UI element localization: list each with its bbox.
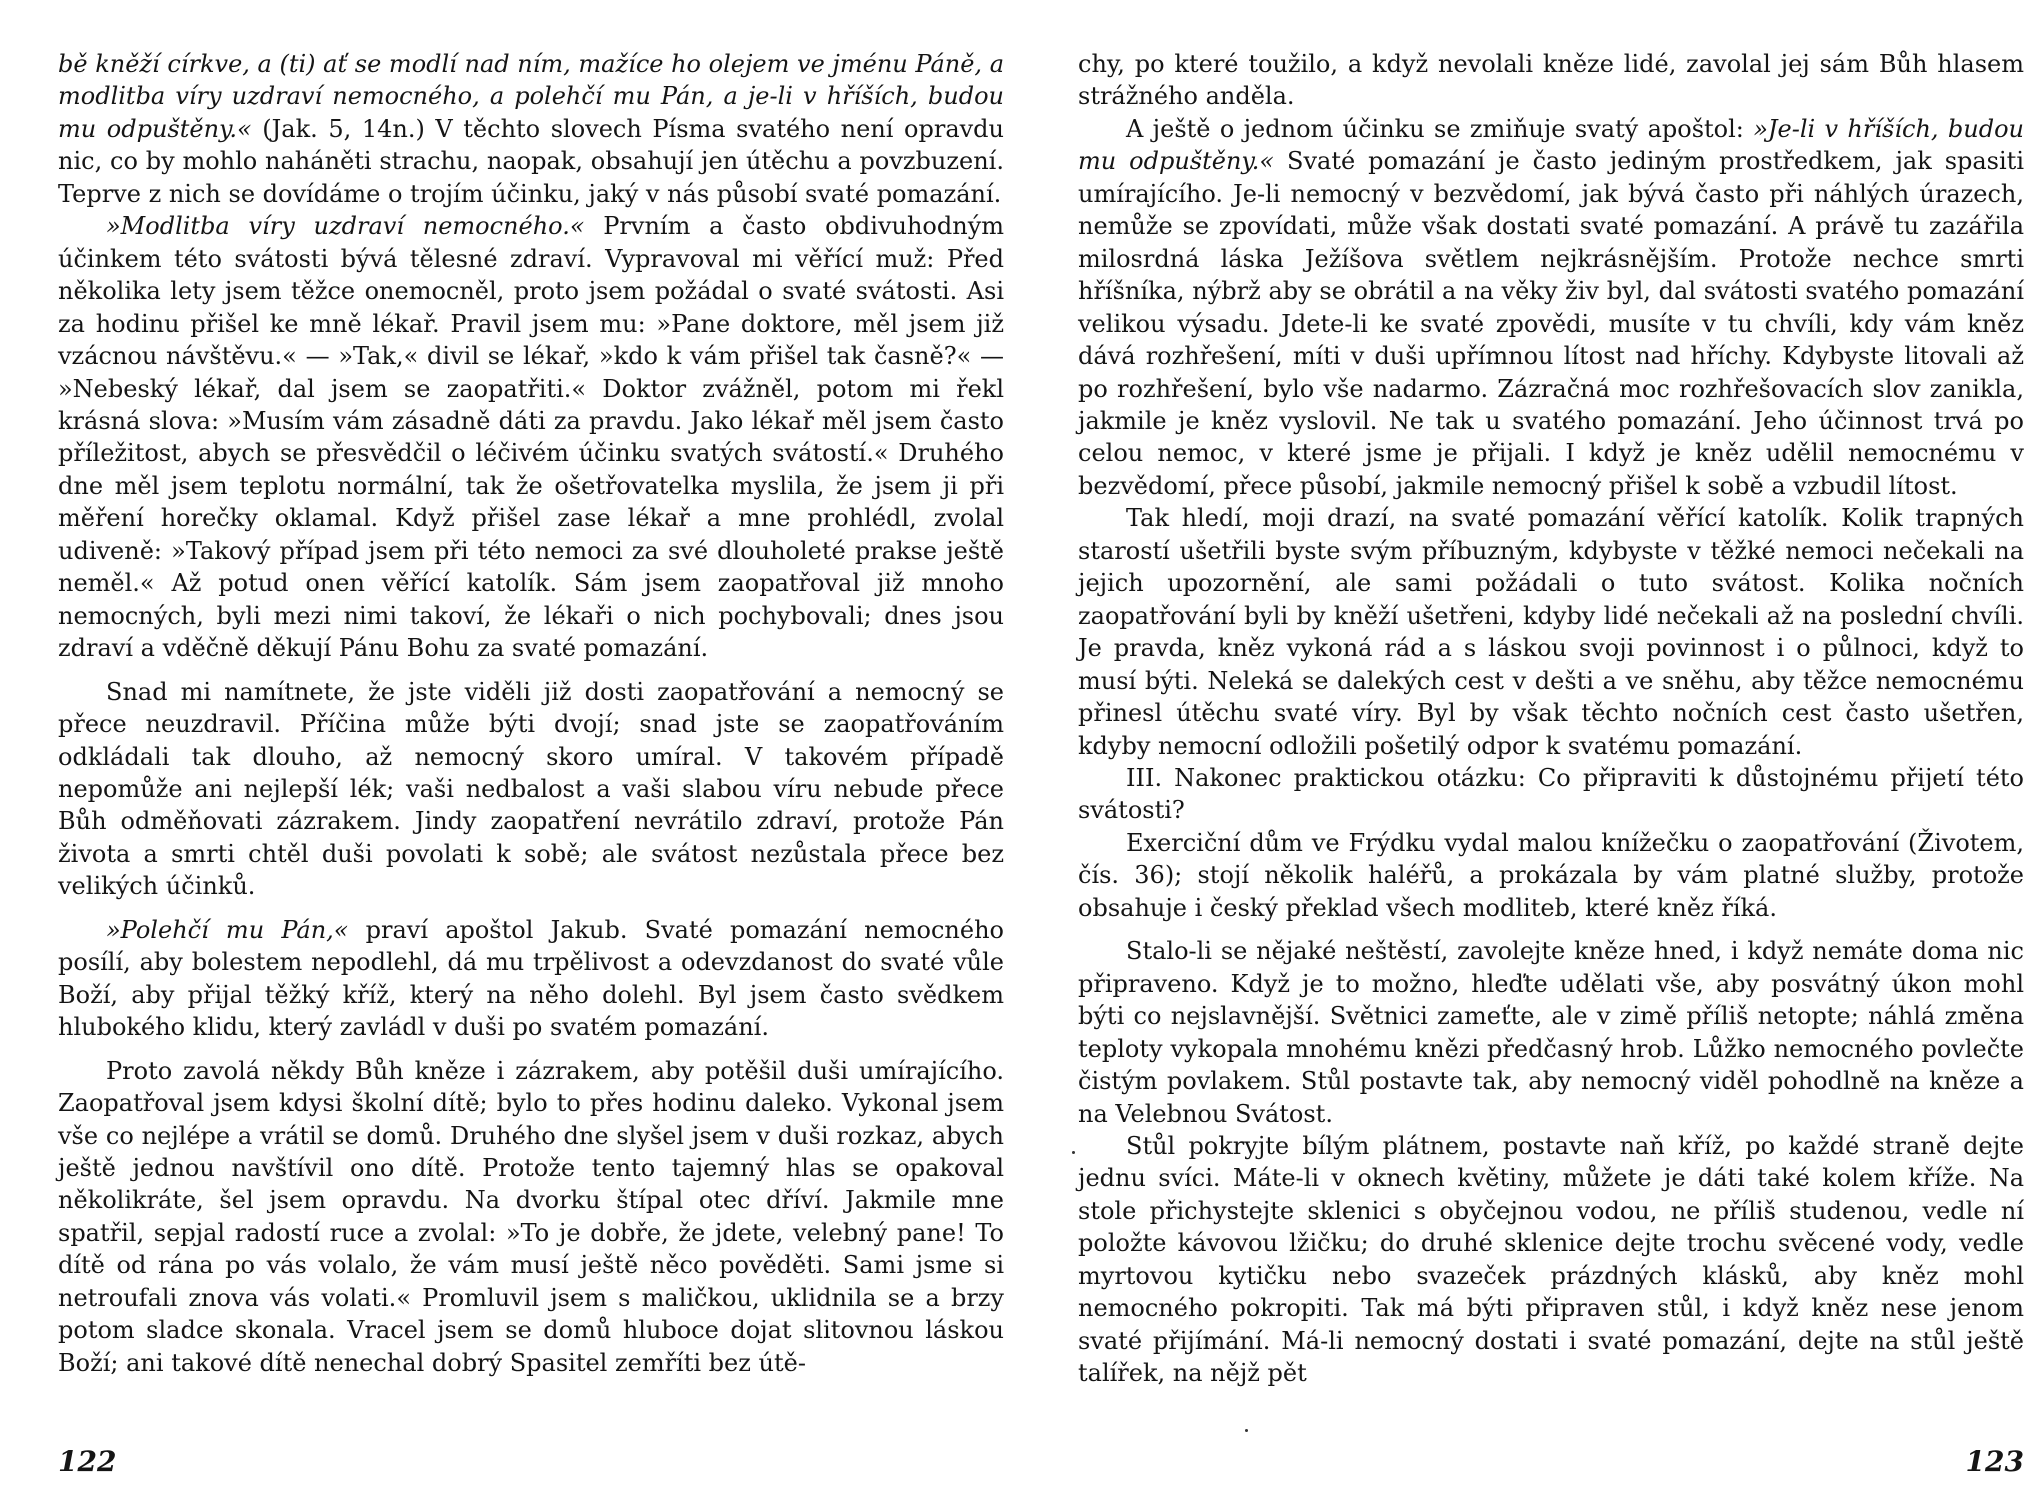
text-run: Stalo-li se nějaké neštěstí, zavolejte kněze hned, i když nemáte doma nic připraveno. Když je to možno, hleďte udělati vše, aby posvátný úkon mohl býti co nejslavnější. Světnici zameťte, ale v zimě příliš netopte; náhlá změna teploty vykopala mnohému knězi předčasný hrob. Lůžko nemocného povlečte čistým povlakem. Stůl postavte tak, aby nemocný viděl pohodlně na kněze a na Velebnou Svátost.	[1078, 937, 2024, 1128]
paragraph	[1078, 935, 2024, 1130]
text-run: chy, po které toužilo, a když nevolali kněze lidé, zavolal jej sám Bůh hlasem strážného anděla.	[1078, 50, 2024, 111]
paragraph	[58, 914, 1004, 1044]
text-run: A ještě o jednom účinku se zmiňuje svatý apoštol:	[1126, 114, 1754, 143]
text-run: Proto zavolá někdy Bůh kněze i zázrakem, aby potěšil duši umírajícího. Zaopatřoval jsem kdysi školní dítě; bylo to přes hodinu daleko. Vykonal jsem vše co nejlépe a vrátil se domů. Druhého dne slyšel jsem v duši rozkaz, abych ještě jednou navštívil ono dítě. Protože tento tajemný hlas se opakoval několikráte, šel jsem opravdu. Na dvorku štípal otec dříví. Jakmile mne spatřil, sepjal radostí ruce a zvolal: »To je dobře, že jdete, velebný pane! To dítě od rána po vás volalo, že vám musí ještě něco pověděti. Sami jsme si netroufali znova vás volati.« Promluvil jsem s maličkou, uklidnila se a brzy potom sladce skonala. Vracel jsem se domů hluboce dojat slitovnou láskou Boží; ani takové dítě nenechal dobrý Spasitel zemříti bez útě-	[58, 1056, 1004, 1377]
paragraph	[1078, 48, 2024, 113]
right-page	[1078, 48, 2024, 1478]
italic-quote: bě kněží církve, a (ti) ať se modlí nad ním, mažíce ho olejem ve jménu Páně, a modlitba víry uzdraví nemocného, a polehčí mu Pán, a je-li v hříších, budou mu odpuštěny.«	[58, 50, 1004, 143]
print-speck	[1245, 1429, 1248, 1432]
paragraph	[1078, 113, 2024, 502]
paragraph	[58, 676, 1004, 903]
paragraph	[1078, 502, 2024, 762]
right-page-text	[1078, 48, 2024, 1390]
paragraph	[1078, 827, 2024, 924]
text-run: praví apoštol Jakub. Svaté pomazání nemocného posílí, aby bolestem nepodlehl, dá mu trpělivost a odevzdanost do svaté vůle Boží, aby přijal těžký kříž, který na něho dolehl. Byl jsem často svědkem hlubokého klidu, který zavládl v duši po svatém pomazání.	[58, 915, 1004, 1042]
left-page-text	[58, 48, 1004, 1379]
print-speck	[1072, 1151, 1075, 1154]
paragraph	[58, 48, 1004, 210]
text-run: Prvním a často obdivuhodným účinkem této svátosti bývá tělesné zdraví. Vypravoval mi věřící muž: Před několika lety jsem těžce onemocněl, proto jsem požádal o svaté svátosti. Asi za hodinu přišel ke mně lékař. Pravil jsem mu: »Pane doktore, měl jsem již vzácnou návštěvu.« — »Tak,« divil se lékař, »kdo k vám přišel tak časně?« — »Nebeský lékař, dal jsem se zaopatřiti.« Doktor zvážněl, potom mi řekl krásná slova: »Musím vám zásadně dáti za pravdu. Jako lékař měl jsem často příležitost, abych se přesvědčil o léčivém účinku svatých svátostí.« Druhého dne měl jsem teplotu normální, tak že ošetřovatelka myslila, že jsem ji při měření horečky oklamal. Když přišel zase lékař a mne prohlédl, zvolal udiveně: »Takový případ jsem při této nemoci za své dlouholeté prakse ještě neměl.« Až potud onen věřící katolík. Sám jsem zaopatřoval již mnoho nemocných, byli mezi nimi takoví, že lékaři o nich pochybovali; dnes jsou zdraví a vděčně děkují Pánu Bohu za svaté pomazání.	[58, 212, 1005, 663]
text-run: (Jak. 5, 14n.) V těchto slovech Písma svatého není opravdu nic, co by mohlo naháněti strachu, naopak, obsahují jen útěchu a povzbuzení. Teprve z nich se dovídáme o trojím účinku, jaký v nás působí svaté pomazání.	[58, 114, 1005, 208]
paragraph	[1078, 762, 2024, 827]
paragraph	[58, 210, 1004, 664]
paragraph	[1078, 1130, 2024, 1390]
italic-quote: »Modlitba víry uzdraví nemocného.«	[106, 212, 585, 241]
text-run: Stůl pokryjte bílým plátnem, postavte naň kříž, po každé straně dejte jednu svíci. Máte-li v oknech květiny, můžete je dáti také kolem kříže. Na stole přichystejte sklenici s obyčejnou vodou, ne příliš studenou, vedle ní položte kávovou lžičku; do druhé sklenice dejte trochu svěcené vody, vedle myrtovou kytičku nebo svazeček prázdných klásků, aby kněz mohl nemocného pokropiti. Tak má býti připraven stůl, i když kněz nese jenom svaté přijímání. Má-li nemocný dostati i svaté pomazání, dejte na stůl ještě talířek, na nějž pět	[1078, 1131, 2024, 1388]
text-run: Tak hledí, moji drazí, na svaté pomazání věřící katolík. Kolik trapných starostí ušetřili byste svým příbuzným, kdybyste v těžké nemoci nečekali na jejich upozornění, ale sami požádali o tuto svátost. Kolika nočních zaopatřování byli by kněží ušetřeni, kdyby lidé nečekali až na poslední chvíli. Je pravda, kněz vykoná rád a s láskou svoji povinnost i o půlnoci, když to musí býti. Neleká se dalekých cest v dešti a ve sněhu, aby těžce nemocnému přinesl útěchu svaté víry. Byl by však těchto nočních cest často ušetřen, kdyby nemocní odložili pošetilý odpor k svatému pomazání.	[1078, 504, 2024, 760]
text-run: III. Nakonec praktickou otázku: Co připraviti k důstojnému přijetí této svátosti?	[1078, 763, 2024, 825]
text-run: Exerciční dům ve Frýdku vydal malou knížečku o zaopatřování (Životem, čís. 36); stojí několik haléřů, a prokázala by vám platné služby, protože obsahuje i český překlad všech modliteb, které kněz říká.	[1078, 828, 2024, 922]
text-run: Svaté pomazání je často jediným prostředkem, jak spasiti umírajícího. Je-li nemocný v bezvědomí, jak bývá často při náhlých úrazech, nemůže se zpovídati, může však dostati svaté pomazání. A právě tu zazářila milosrdná láska Ježíšova světlem nejkrásnějším. Protože nechce smrti hříšníka, nýbrž aby se obrátil a na věky živ byl, dal svátosti svatého pomazání velikou výsadu. Jdete-li ke svaté zpovědi, musíte v tu chvíli, kdy vám kněz dává rozhřešení, míti v duši upřímnou lítost nad hříchy. Kdybyste litovali až po rozhřešení, bylo vše nadarmo. Zázračná moc rozhřešovacích slov zanikla, jakmile je kněz vyslovil. Ne tak u svatého pomazání. Jeho účinnost trvá po celou nemoc, v které jsme je přijali. I když je kněz udělil nemocnému v bezvědomí, přece působí, jakmile nemocný přišel k sobě a vzbudil lítost.	[1078, 147, 2024, 500]
page-number-left: 122	[58, 1445, 117, 1478]
page-number-right: 123	[1965, 1445, 2024, 1478]
left-page	[58, 48, 1004, 1478]
italic-quote: »Je-li v hříších, budou mu odpuštěny.«	[1078, 114, 2024, 176]
paragraph	[58, 1055, 1004, 1380]
text-run: Snad mi namítnete, že jste viděli již dosti zaopatřování a nemocný se přece neuzdravil. Příčina může býti dvojí; snad jste se zaopatřováním odkládali tak dlouho, až nemocný skoro umíral. V takovém případě nepomůže ani nejlepší lék; vaši nedbalost a vaši slabou víru nebude přece Bůh odměňovati zázrakem. Jindy zaopatření nevrátilo zdraví, protože Pán života a smrti chtěl duši povolati k sobě; ale svátost nezůstala přece bez velikých účinků.	[58, 677, 1004, 901]
italic-quote: »Polehčí mu Pán,«	[106, 915, 349, 944]
